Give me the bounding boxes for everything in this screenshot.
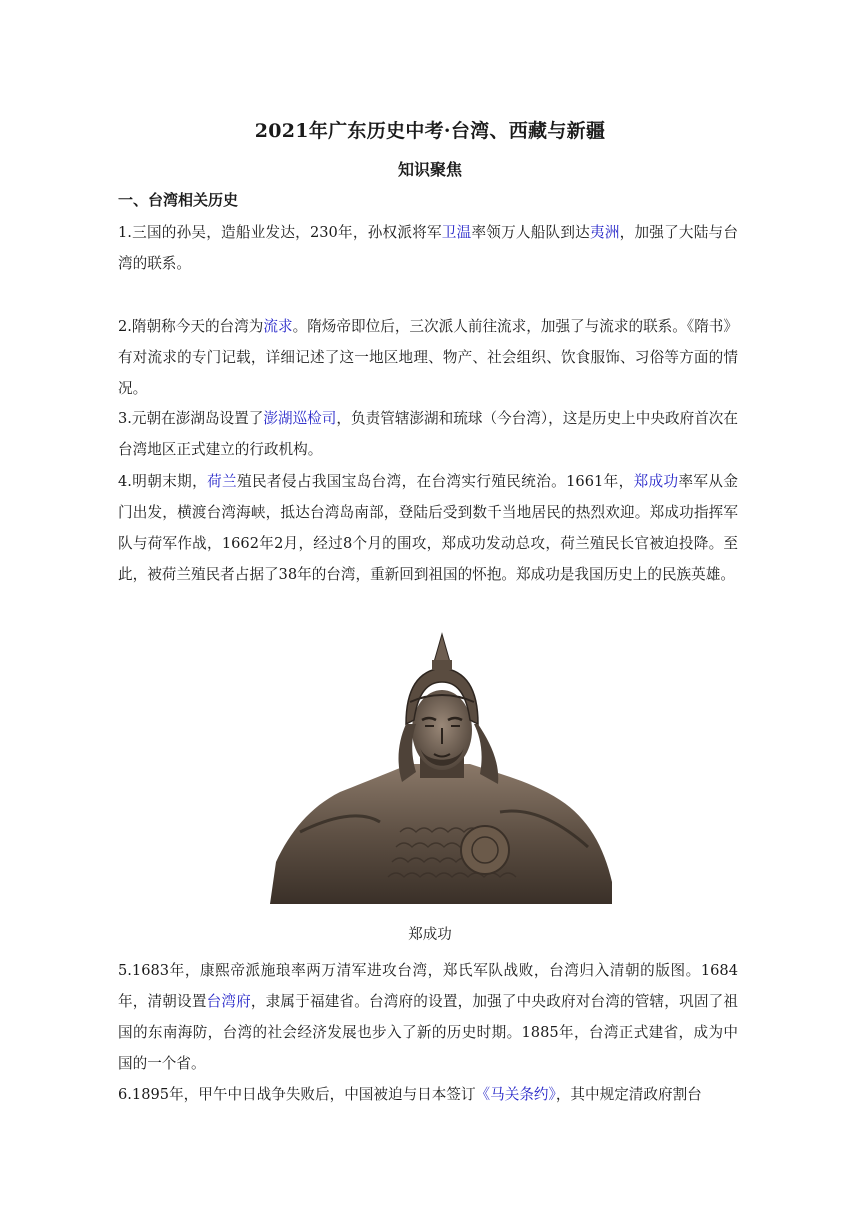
figure-caption: 郑成功 (408, 927, 452, 943)
keyword-liuqiu: 流求 (263, 318, 293, 335)
document-subtitle: 知识聚焦 (397, 160, 462, 179)
keyword-maguan-treaty: 《马关条约》 (475, 1086, 556, 1103)
keyword-zhengchenggong: 郑成功 (633, 473, 679, 490)
paragraph-1: 1.三国的孙吴，造船业发达，230年，孙权派将军卫温率领万人船队到达夷洲，加强了大陆与台湾的联系。 (118, 224, 738, 272)
document-title: 2021年广东历史中考·台湾、西藏与新疆 (254, 120, 606, 142)
keyword-taiwanfu: 台湾府 (206, 993, 251, 1010)
keyword-yizhou: 夷洲 (590, 224, 620, 241)
keyword-helan: 荷兰 (207, 473, 238, 490)
paragraph-5: 5.1683年，康熙帝派施琅率两万清军进攻台湾，郑氏军队战败，台湾归入清朝的版图。1684年，清朝设置台湾府，隶属于福建省。台湾府的设置，加强了中央政府对台湾的管辖，巩固了祖国的东南海防，台湾的社会经济发展也步入了新的历史时期。1885年，台湾正式建省，成为中国的一个省。 (118, 962, 738, 1072)
keyword-weiwen: 卫温 (441, 224, 472, 241)
paragraph-6: 6.1895年，甲午中日战争失败后，中国被迫与日本签订《马关条约》，其中规定清政府割台 (118, 1086, 702, 1103)
paragraph-3: 3.元朝在澎湖岛设置了澎湖巡检司，负责管辖澎湖和琉球（今台湾），这是历史上中央政府首次在台湾地区正式建立的行政机构。 (118, 410, 738, 458)
paragraph-4: 4.明朝末期，荷兰殖民者侵占我国宝岛台湾，在台湾实行殖民统治。1661年，郑成功率军从金门出发，横渡台湾海峡，抵达台湾岛南部，登陆后受到数千当地居民的热烈欢迎。郑成功指挥军队与荷军作战，1662年2月，经过8个月的围攻，郑成功发动总攻，荷兰殖民长官被迫投降。至此，被荷兰殖民者占据了38年的台湾，重新回到祖国的怀抱。郑成功是我国历史上的民族英雄。 (118, 473, 738, 583)
paragraph-2: 2.隋朝称今天的台湾为流求。隋炀帝即位后，三次派人前往流求，加强了与流求的联系。《隋书》有对流求的专门记载，详细记述了这一地区地理、物产、社会组织、饮食服饰、习俗等方面的情况。 (118, 318, 738, 397)
section-heading: 一、台湾相关历史 (118, 191, 239, 209)
zheng-chenggong-statue-image (270, 632, 612, 904)
keyword-penghu-xunjiansi: 澎湖巡检司 (263, 410, 337, 427)
